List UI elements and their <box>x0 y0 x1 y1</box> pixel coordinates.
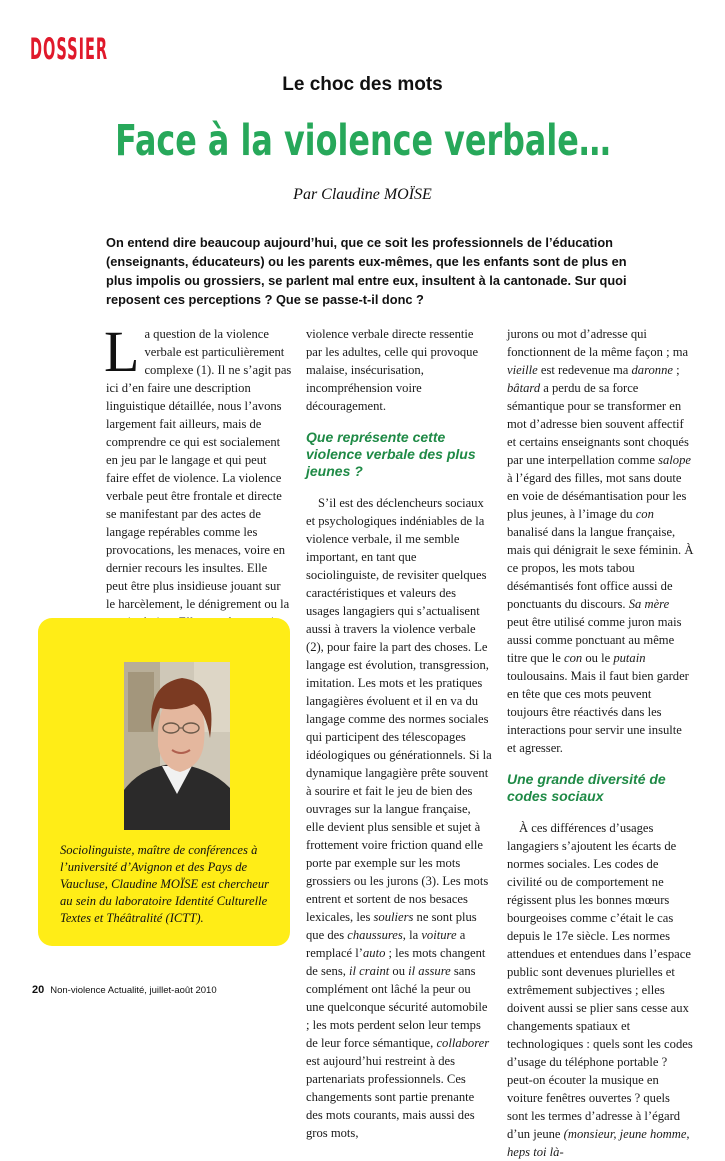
body-text-run: a remplacé l’ <box>306 928 466 960</box>
italic-term: (monsieur, jeune homme, heps toi là- <box>507 1127 690 1159</box>
body-text-run: ou <box>389 964 409 978</box>
kicker: Le choc des mots <box>282 74 443 95</box>
author-photo <box>124 662 230 830</box>
body-column-2 <box>306 325 492 1142</box>
italic-term: auto <box>363 946 386 960</box>
page-number: 20 <box>32 984 45 996</box>
italic-term: chaussures <box>347 928 403 942</box>
body-paragraph-2 <box>306 494 492 1142</box>
body-text-run: jurons ou mot d’adresse qui fonctionnent de la même façon ; ma <box>507 327 689 359</box>
body-paragraph-2-cont <box>507 325 694 757</box>
publication-name: Non-violence Actualité, juillet-août 2010 <box>50 985 217 996</box>
italic-term: bâtard <box>507 381 541 395</box>
drop-cap: L <box>104 319 140 384</box>
sidebar-caption: Sociolinguiste, maître de conférences à l’université d’Avignon et des Pays de Vaucluse, Claudine MOÏSE est chercheur au sein du laboratoire Identité Culturelle Textes et Théâtralité (ICTT). <box>60 843 270 925</box>
body-text-run: , la <box>402 928 422 942</box>
italic-term: il craint <box>349 964 390 978</box>
body-text-run: S’il est des déclencheurs sociaux et psychologiques indéniables de la violence verbale, il me semble important, en tant que sociolinguiste, de revisiter quelques caractéristiques et valeurs des usages langagiers qui s’actualisent aussi à travers la violence verbale (2), pour faire la part des choses. Le langage est évolution, transgression, imitation. Les mots et les pratiques langagières évoluent et il en va du langage comme des normes sociales qui participent des télescopages idéologiques ou générationnels. Si la dynamique langagière prête souvent à sourire et fait le jeu de bien des ouvrages sur la langue française, elle devient plus sensible et sujet à frottement voire friction quand elle porte par exemple sur les mots grossiers ou les jurons (3). Les mots entrent et sortent de nos besaces lexicales, les <box>306 496 492 924</box>
italic-term: con <box>564 651 583 665</box>
section-label: DOSSIER <box>30 32 109 66</box>
italic-term: collaborer <box>436 1036 490 1050</box>
body-text-run: est redevenue ma <box>537 363 632 377</box>
body-text-run: à l’égard des filles, mot sans doute en voie de désémantisation pour les plus jeunes, à l’image du <box>507 471 687 521</box>
body-text-run: ne sont plus que des <box>306 910 477 942</box>
body-text-run: a perdu de sa force sémantique pour se transformer en mot d’adresse bien souvent affectif et certains enseignants sont choqués par une interpellation comme <box>507 381 689 467</box>
italic-term: il assure <box>408 964 451 978</box>
article-title-text: Face à la violence verbale… <box>114 116 611 166</box>
body-paragraph-1-cont: violence verbale directe ressentie par les adultes, celle qui provoque malaise, insécurisation, incompréhension voire découragement. <box>306 327 479 413</box>
body-paragraph-1: a question de la violence verbale est particulièrement complexe (1). Il ne s’agit pas ici d’en faire une description linguistique détaillée, nous l’avons largement fait ailleurs, mais de comprendre ce qui est socialement en jeu par le langage et qui peut faire effet de violence. La violence verbale peut être frontale et directe se manifestant par des actes de langage repérables comme les provocations, les menaces, voire en dernier recours les insultes. Elle peut être plus insidieuse jouant sur le harcèlement, le dénigrement ou la <box>106 327 292 611</box>
italic-term: voiture <box>421 928 457 942</box>
italic-term: Sa mère <box>628 597 670 611</box>
body-text-run: sans complément ont lâché la peur ou une quelconque sécurité automobile ; les mots perdent selon leur temps de leur force sémantique, <box>306 964 488 1050</box>
italic-term: salope <box>658 453 691 467</box>
body-text-run: ; <box>673 363 680 377</box>
author-portrait-image <box>124 662 230 830</box>
italic-term: daronne <box>631 363 673 377</box>
body-text-run: ou le <box>582 651 614 665</box>
italic-term: souliers <box>373 910 414 924</box>
subhead-2: Une grande diversité de codes sociaux <box>507 771 666 804</box>
page-footer <box>32 984 217 996</box>
body-paragraph-3 <box>507 819 694 1161</box>
body-text-run: est aujourd’hui restreint à des partenariats professionnels. Ces changements sont partie prenante des mots courants, mais aussi des gros mots, <box>306 1054 475 1140</box>
italic-term: con <box>635 507 654 521</box>
body-text-run: ; les mots changent de sens, <box>306 946 486 978</box>
italic-term: vieille <box>507 363 538 377</box>
body-text-run: peut être utilisé comme juron mais aussi comme ponctuant au même titre que le <box>507 615 682 665</box>
article-title <box>0 116 725 166</box>
lede: On entend dire beaucoup aujourd’hui, que ce soit les professionnels de l’éducation (enseignants, éducateurs) ou les parents eux-mêmes, que les enfants sont de plus en plus impolis ou grossiers, se parlent mal entre eux, insultent à la cantonade. Sur quoi reposent ces perceptions ? Que se passe-t-il donc ? <box>106 235 627 307</box>
subhead-1: Que représente cette violence verbale des plus jeunes ? <box>306 429 476 479</box>
body-column-3 <box>507 325 694 1161</box>
byline: Par Claudine MOÏSE <box>293 186 432 203</box>
italic-term: putain <box>613 651 646 665</box>
body-paragraph-3-text: À ces différences d’usages langagiers s’ajoutent les écarts de normes sociales. Les codes de civilité ou de comportement ne régissent plus les bonnes mœurs bourgeoises comme c’était le cas depuis le 17e siècle. Les normes attendues et entendues dans l’espace public sont devenues plurielles et extrêmement subjectives ; elles doivent aussi se plier sans cesse aux changements spatiaux et technologiques : quels sont les codes d’usage du téléphone portable ? peut-on écouter la musique en voiture fenêtres ouvertes ? quels sont les termes d’adresse à l’égard d’un jeune <box>507 821 693 1141</box>
body-text-run: toulousains. Mais il faut bien garder en tête que ces mots peuvent toujours être réactivés dans les interactions pour servir une insulte et agresser. <box>507 669 689 755</box>
body-text-run: banalisé dans la langue française, mais qui dénigrait le sexe féminin. À ce propos, les mots tabou désémantisés font office aussi de ponctuants du discours. <box>507 525 694 611</box>
